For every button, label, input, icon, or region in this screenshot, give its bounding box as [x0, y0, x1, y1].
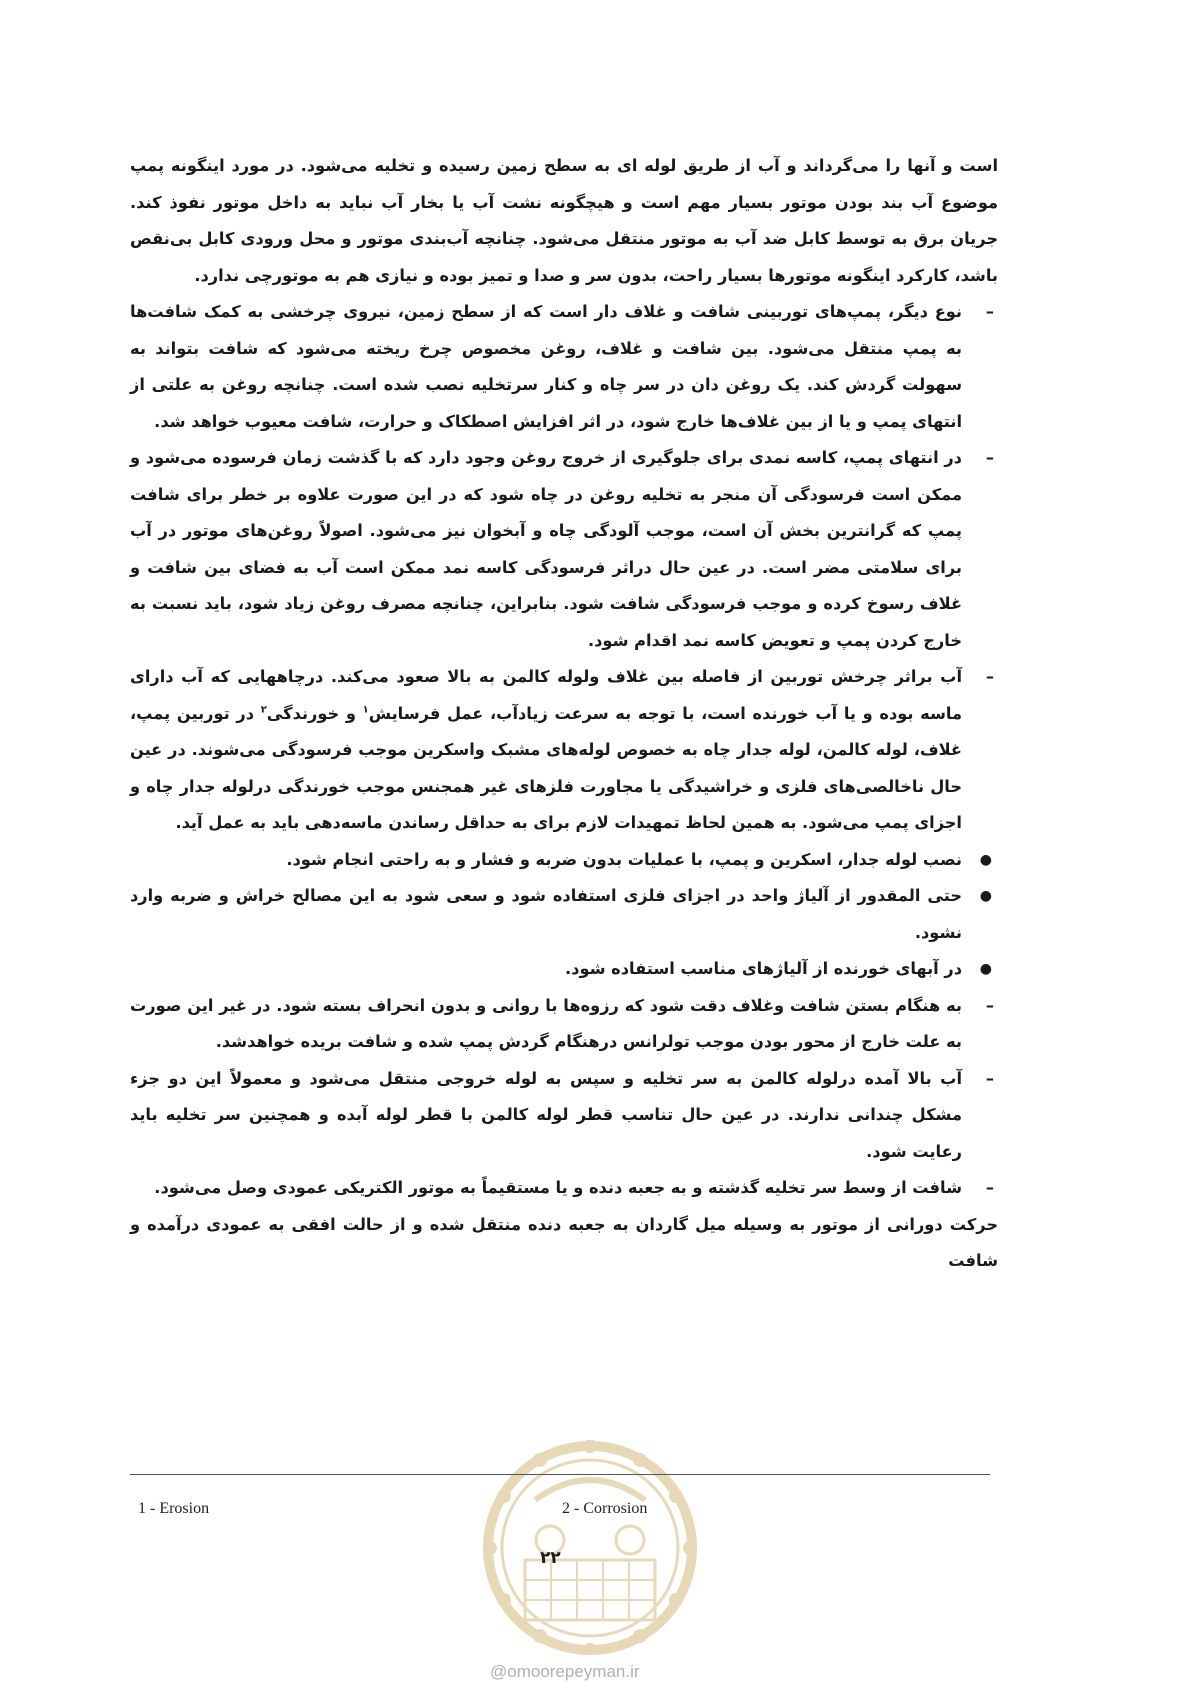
dash-item-text: نوع دیگر، پمپ‌های توربینی شافت و غلاف دار است که از سطح زمین، نیروی چرخشی به کمک شافت‌ها به پمپ منتقل می‌شود. بین شافت و غلاف، روغن مخصوص چرخ ریخته می‌شود که شافت بتواند به سهولت گردش کند. یک روغن دان در سر چاه و کنار سرتخلیه نصب شده است. چنانچه روغن به علتی از انتهای پمپ و یا از بین غلاف‌ها خارج شود، در اثر افزایش اصطکاک و حرارت، شافت معیوب خواهد شد.	[130, 302, 962, 431]
bullet-item	[130, 951, 998, 988]
footnote-1: 1 - Erosion	[138, 1500, 210, 1517]
bullet-icon: ●	[979, 851, 992, 868]
dash-item	[130, 1170, 998, 1207]
dash-item-text: به هنگام بستن شافت وغلاف دقت شود که رزوه‌ها با روانی و بدون انحراف بسته شود. در غیر این صورت به علت خارج از محور بودن موجب تولرانس درهنگام گردش پمپ شده و شافت بریده خواهدشد.	[130, 995, 962, 1051]
dash-marker: –	[985, 1178, 994, 1197]
dash-item	[130, 294, 998, 440]
bullet-item-text: حتی المقدور از آلیاژ واحد در اجزای فلزی استفاده شود و سعی شود به این مصالح خراش و ضربه وارد نشود.	[130, 886, 962, 942]
dash-marker: –	[985, 302, 994, 321]
bullet-item	[130, 878, 998, 951]
omoore-peyman-logo-icon	[480, 1440, 700, 1655]
footnote-ref: ۱	[362, 704, 369, 716]
dash-item-text: آب براثر چرخش توربین از فاصله بین غلاف ولوله کالمن به بالا صعود می‌کند. درچاههایی که آب دارای ماسه بوده و یا آب خورنده است، با توجه به سرعت زیادآب، عمل فرسایش	[130, 667, 962, 723]
dash-item-text: شافت از وسط سر تخلیه گذشته و به جعبه دنده و یا مستقیماً به موتور الکتریکی عمودی وصل می‌شود.	[154, 1178, 962, 1197]
watermark-site: @omoorepeyman.ir	[490, 1662, 640, 1681]
bullet-icon: ●	[979, 961, 992, 977]
dash-item	[130, 1061, 998, 1171]
footnote-divider	[130, 1474, 990, 1475]
dash-item-text: در توربین پمپ، غلاف، لوله کالمن، لوله جدار چاه به خصوص لوله‌های مشبک واسکرین موجب فرسودگی می‌شوند. در عین حال ناخالصی‌های فلزی و خراشیدگی یا مجاورت فلزهای غیر همجنس موجب خورندگی درلوله جدار چاه و اجزای پمپ می‌شود. به همین لحاظ تمهیدات لازم برای به حداقل رساندن ماسه‌دهی باید به عمل آید.	[130, 703, 962, 832]
footnote-ref: ۲	[260, 704, 267, 716]
page-number: ۲۲	[540, 1548, 561, 1568]
bullet-item-text: در آبهای خورنده از آلیاژهای مناسب استفاده شود.	[564, 959, 962, 978]
page-body	[130, 148, 998, 1280]
intro-paragraph: است و آنها را می‌گرداند و آب از طریق لوله ای به سطح زمین رسیده و تخلیه می‌شود. در مورد اینگونه پمپ موضوع آب بند بودن موتور بسیار مهم است و هیچگونه نشت آب یا بخار آب نباید به داخل موتور نفوذ کند. جریان برق به توسط کابل ضد آب به موتور منتقل می‌شود. چنانچه آب‌بندی موتور و محل ورودی کابل بی‌نقص باشد، کارکرد اینگونه موتورها بسیار راحت، بدون سر و صدا و تمیز بوده و نیازی هم به موتورچی ندارد.	[130, 156, 998, 285]
dash-item	[130, 440, 998, 659]
dash-item-text: در انتهای پمپ، کاسه نمدی برای جلوگیری از خروج روغن وجود دارد که با گذشت زمان فرسوده می‌شود و ممکن است فرسودگی آن منجر به تخلیه روغن در چاه شود که در این صورت علاوه بر خطر برای شافت پمپ که گرانترین بخش آن است، موجب آلودگی چاه و آبخوان نیز می‌شود. اصولاً روغن‌های موتور در آب برای سلامتی مضر است. در عین حال دراثر فرسودگی کاسه نمد ممکن است آب به فضای بین شافت و غلاف رسوخ کرده و موجب فرسودگی شافت شود. بنابراین، چنانچه مصرف روغن زیاد شود، باید نسبت به خارج کردن پمپ و تعویض کاسه نمد اقدام شود.	[130, 448, 962, 650]
bullet-item	[130, 842, 998, 879]
bullet-item-text: نصب لوله جدار، اسکرین و پمپ، با عملیات بدون ضربه و فشار و به راحتی انجام شود.	[286, 849, 962, 869]
dash-marker: –	[985, 995, 994, 1015]
dash-item-text: آب بالا آمده درلوله کالمن به سر تخلیه و سپس به لوله خروجی منتقل می‌شود و معمولاً این دو جزء مشکل چندانی ندارند. در عین حال تناسب قطر لوله کالمن با قطر لوله آبده و همچنین سر تخلیه باید رعایت شود.	[130, 1068, 962, 1161]
dash-item-text: و خورندگی	[266, 703, 363, 723]
footnote-2: 2 - Corrosion	[562, 1500, 648, 1517]
dash-marker: –	[985, 1068, 994, 1088]
closing-paragraph: حرکت دورانی از موتور به وسیله میل گاردان به جعبه دنده منتقل شده و از حالت افقی به عمودی درآمده و شافت	[130, 1214, 998, 1270]
dash-marker: –	[985, 448, 994, 467]
dash-item	[130, 659, 998, 842]
bullet-icon: ●	[979, 888, 992, 904]
dash-marker: –	[985, 667, 994, 686]
dash-item	[130, 988, 998, 1061]
